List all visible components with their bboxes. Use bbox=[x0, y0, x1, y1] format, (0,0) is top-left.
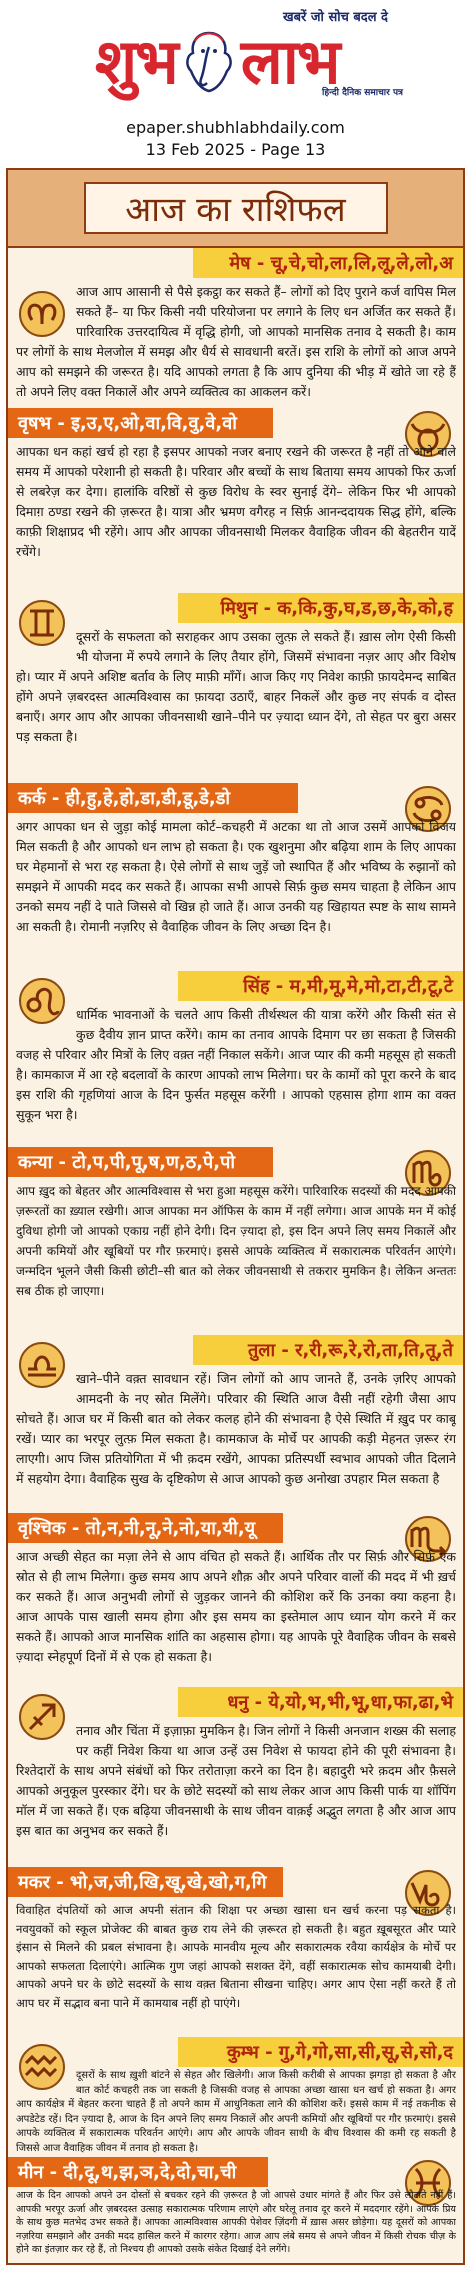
sign-section-aries bbox=[8, 248, 463, 408]
sign-heading: मेष - चू,चे,चो,ला,लि,लू,ले,लो,अ bbox=[193, 248, 463, 278]
sign-prediction: विवाहित दंपतियों को आज अपनी संतान की शिक्षा पर अच्छा खासा धन खर्च करना पड़ सकता है। नवयुवकों को स्कूल प्रोजेक्ट की बाबत कुछ राय लेने की ज़रूरत हो सकती है। बहुत ख़ूबसूरत और प्यारे इंसान से मिलने की प्रबल संभावना है। आपके मानवीय मूल्य और सकारात्मक रवैया कार्यक्षेत्र के मोर्चे पर आपको सफलता दिलाएंगे। आत्मिक गुण जहां आपको सशक्त देंगे, वहीं सकारात्मक सोच कामयाबी देगी। आपको अपने घर के छोटे सदस्यों के साथ वक़्त बिताना सीखना चाहिए। अगर आप ऐसा नहीं करते हैं तो आप घर में सद्भाव बना पाने में कामयाब नहीं हो पाएंगे। bbox=[16, 1903, 456, 2010]
sign-prediction: आप ख़ुद को बेहतर और आत्मविश्वास से भरा हुआ महसूस करेंगे। पारिवारिक सदस्यों की मदद आपकी ज़रूरतों का ख़्याल रखेगी। आज आपका मन ऑफिस के काम में नहीं लगेगा। आज आपके मन में कोई दुविधा होगी जो आपको एकाग्र नहीं होने देगी। दिन ज़्यादा हो, इस दिन अपने लिए समय निकालें और अपनी कमियों और खूबियों पर गौर फ़रमाएं। इससे आपके व्यक्तित्व में सकारात्मक परिवर्तन आएंगे। जन्मदिन भूलने जैसी किसी छोटी–सी बात को लेकर जीवनसाथी से तकरार मुमकिन है। लेकिन अन्ततः सब ठीक हो जाएगा। bbox=[16, 1184, 456, 1298]
masthead-tagline: खबरें जो सोच बदल दे bbox=[283, 10, 388, 25]
sign-heading: मकर - भो,ज,जी,खि,खू,खे,खो,ग,गि bbox=[8, 1867, 283, 1897]
article-title: आज का राशिफल bbox=[84, 182, 388, 234]
sign-heading: मीन - दी,दू,थ,झ,ञ,दे,दो,चा,ची bbox=[8, 2157, 268, 2187]
sign-section-cancer bbox=[8, 783, 463, 971]
sign-section-gemini bbox=[8, 593, 463, 783]
sign-heading: कुम्भ - गु,गे,गो,सा,सी,सू,से,सो,द bbox=[178, 2037, 463, 2067]
sign-section-taurus bbox=[8, 408, 463, 593]
sign-prediction: आज अच्छी सेहत का मज़ा लेने से आप वंचित हो सकते हैं। आर्थिक तौर पर सिर्फ़ और सिर्फ़ एक स्रोत से ही लाभ मिलेगा। कुछ समय आप अपने शौक़ और अपने परिवार वालों की मदद में भी ख़र्च कर सकते हैं। आज अनुभवी लोगों से जुड़कर जानने की कोशिश करें कि उनका क्या कहना है। आज आपके पास खाली समय होगा और इस समय का इस्तेमाल आप ध्यान योग करने में कर सकते हैं। आपको आज मानसिक शांति का अहसास होगा। यह आपके पूरे वैवाहिक जीवन के सबसे ज़्यादा स्नेहपूर्ण दिनों में से एक हो सकता है। bbox=[16, 1549, 456, 1664]
sign-heading: तुला - र,री,रू,रे,रो,ता,ति,तू,ते bbox=[193, 1335, 463, 1365]
masthead bbox=[0, 0, 471, 168]
sign-section-pisces bbox=[8, 2157, 463, 2263]
sign-prediction: दूसरों के साथ ख़ुशी बांटने से सेहत और खिलेगी। आज किसी करीबी से आपका झगड़ा हो सकता है और बात कोर्ट कचहरी तक जा सकती है जिसकी वजह से आपका अच्छा खासा धन खर्च हो सकता है। अगर आप कार्यक्षेत्र में बेहतर करना चाहते हैं तो अपने काम में आधुनिकता लाने की कोशिश करें। इससे काम में नई तकनीक से अपडेटेड रहें। दिन ज़्यादा है, आज के दिन अपने लिए समय निकालें और अपनी कमियों और खूबियों पर गौर फ़रमाएं। इससे आपके व्यक्तित्व में सकारात्मक परिवर्तन आएंगे। आप और आपके जीवन साथी के बीच विश्वास की कमी रह सकती है जिससे आज वैवाहिक जीवन में तनाव हो सकता है। bbox=[16, 2070, 456, 2154]
sign-heading: वृश्चिक - तो,न,नी,नू,ने,नो,या,यी,यू bbox=[8, 1513, 283, 1543]
sign-heading: धनु - ये,यो,भ,भी,भू,धा,फा,ढा,भे bbox=[178, 1687, 463, 1717]
sign-section-libra bbox=[8, 1335, 463, 1513]
sign-prediction: अगर आपका धन से जुड़ा कोई मामला कोर्ट–कचहरी में अटका था तो आज उसमें आपको विजय मिल सकती है और आपको धन लाभ हो सकता है। एक खुशनुमा और बढ़िया शाम के लिए आपका घर मेहमानों से भरा रह सकता है। ऐसे लोगों से साथ जुड़ें जो स्थापित हैं और भविष्य के रुझानों को समझने में आपकी मदद कर सकते हैं। आपका सभी आपसे सिर्फ़ कुछ समय चाहता है लेकिन आप उनको समय नहीं दे पाते जिससे वो खिन्न हो जाते हैं। आज उनकी यह खिहायत स्पष्ट के साथ सामने आ सकती है। रोमानी नज़रिए से वैवाहिक जीवन के लिए अच्छा दिन है। bbox=[16, 819, 456, 934]
logo-word-right: लाभ bbox=[240, 25, 339, 98]
logo-word-left: शुभ bbox=[95, 25, 177, 98]
ganesh-icon bbox=[183, 29, 235, 95]
sign-heading: मिथुन - क,कि,कु,घ,ड,छ,के,को,ह bbox=[178, 593, 463, 623]
sign-section-sagittarius bbox=[8, 1687, 463, 1867]
sign-heading: कर्क - ही,हु,हे,हो,डा,डी,डू,डे,डो bbox=[8, 783, 298, 813]
sign-prediction: दूसरों के सफलता को सराहकर आप उसका लुत्फ़ ले सकते हैं। ख़ास लोग ऐसी किसी भी योजना में रुपये लगाने के लिए तैयार होंगे, जिसमें संभावना नज़र आए और विशेष हो। प्यार में अपने अशिष्ट बर्ताव के लिए माफ़ी माँगें। आज किए गए निवेश काफ़ी फ़ायदेमन्द साबित होंगे अपने ज़बरदस्त आत्मविश्वास का फ़ायदा उठाएँ, बाहर निकलें और कुछ नए संपर्क व दोस्त बनाएँ। अगर आप और आपका जीवनसाथी खाने–पीने पर ज़्यादा ध्यान देंगे, तो सेहत पर बुरा असर पड़ सकता है। bbox=[16, 629, 456, 744]
masthead-subtitle: हिन्दी दैनिक समाचार पत्र bbox=[322, 88, 404, 98]
article-title-bar bbox=[8, 170, 463, 248]
sign-section-scorpio bbox=[8, 1513, 463, 1687]
sign-heading: कन्या - टो,प,पी,पू,ष,ण,ठ,पे,पो bbox=[8, 1147, 273, 1177]
sign-section-aquarius bbox=[8, 2037, 463, 2154]
page-date: 13 Feb 2025 - Page 13 bbox=[145, 140, 326, 159]
sign-prediction: धार्मिक भावनाओं के चलते आप किसी तीर्थस्थल की यात्रा करेंगे और किसी संत से कुछ दैवीय ज्ञान प्राप्त करेंगे। काम का तनाव आपके दिमाग पर छा सकता है जिसकी वजह से परिवार और मित्रों के लिए वक़्त नहीं निकाल सकेंगे। आज प्यार की कमी महसूस हो सकती है। कामकाज में आ रहे बदलावों के कारण आपको लाभ मिलेगा। घर के कामों को पूरा करने के बाद इस राशि की गृहणियां आज के दिन फुर्सत महसूस करेंगी । आपको एहसास होगा शाम का वक्त सुकून भरा है। bbox=[16, 1007, 456, 1122]
sign-prediction: आपका धन कहां खर्च हो रहा है इसपर आपको नजर बनाए रखने की जरूरत है नहीं तो आने वाले समय में आपको परेशानी हो सकती है। परिवार और बच्चों के साथ बिताया समय आपको फिर ऊर्जा से लबरेज़ कर देगा। हालांकि वरिष्ठों से कुछ विरोध के स्वर सुनाई देंगे– लेकिन फिर भी आपको दिमाग़ ठण्डा रखने की ज़रूरत है। यात्रा और भ्रमण वगैरह न सिर्फ़ आनन्ददायक सिद्ध होंगे, बल्कि काफ़ी शिक्षाप्रद भी रहेंगे। आप और आपका जीवनसाथी मिलकर वैवाहिक जीवन की बेहतरीन यादें रचेंगे। bbox=[16, 444, 456, 559]
sign-section-capricorn bbox=[8, 1867, 463, 2037]
sign-section-virgo bbox=[8, 1147, 463, 1335]
sign-heading: सिंह - म,मी,मू,मे,मो,टा,टी,टू,टे bbox=[178, 971, 463, 1001]
sign-heading: वृषभ - इ,उ,ए,ओ,वा,वि,वु,वे,वो bbox=[8, 408, 273, 438]
epaper-url[interactable]: epaper.shubhlabhdaily.com bbox=[126, 118, 345, 137]
sign-prediction: आज आप आसानी से पैसे इकट्ठा कर सकते हैं– लोगों को दिए पुराने कर्ज वापिस मिल सकते हैं– या फिर किसी नयी परियोजना पर लगाने के लिए धन अर्जित कर सकते हैं। पारिवारिक उत्तरदायित्व में वृद्धि होगी, जो आपको मानसिक तनाव दे सकती है। काम पर लोगों के साथ मेलजोल में समझ और धैर्य से सावधानी बरतें। इस राशि के लोगों को आज अपने आप को समझने की जरूरत है। यदि आपको लगता है कि आप दुनिया की भीड़ में खोते जा रहे हैं तो अपने लिए वक्त निकालें और अपने व्यक्तित्व का आकलन करें। bbox=[16, 284, 456, 399]
sign-prediction: खाने–पीने वक़्त सावधान रहें। जिन लोगों को आप जानते हैं, उनके ज़रिए आपको आमदनी के नए स्रोत मिलेंगे। परिवार की स्थिति आज वैसी नहीं रहेगी जैसा आप सोचते हैं। आज घर में किसी बात को लेकर कलह होने की संभावना है ऐसे स्थिति में ख़ुद पर काबू रखें। प्यार का भरपूर लुत्फ़ मिल सकता है। कामकाज के मोर्चे पर आपकी कड़ी मेहनत ज़रूर रंग लाएगी। आप जिस प्रतियोगिता में भी क़दम रखेंगे, आपका प्रतिस्पर्धी स्वभाव आपको जीत दिलाने में सहयोग देगा। वैवाहिक सुख के दृष्टिकोण से आज आपको कुछ अनोखा उपहार मिल सकता है bbox=[16, 1371, 456, 1486]
sign-prediction: आज के दिन आपको अपने उन दोस्तों से बचकर रहने की ज़रूरत है जो आपसे उधार मांगते हैं और फिर उसे लौटाते नहीं हैं। आपकी भरपूर ऊर्जा और ज़बरदस्त उत्साह सकारात्मक परिणाम लाएंगे और घरेलू तनाव दूर करने में मददगार रहेंगे। आपके प्रिय के साथ कुछ मतभेद उभर सकते हैं। आपका आत्मविश्वास आपकी पेशेवर ज़िंदगी में ख़ास असर छोड़ेगा। यह दूसरों को आपका नज़रिया समझाने और उनकी मदद हासिल करने में कारगर रहेगा। आज आप लंबे समय से अपने जीवन में किसी रोचक चीज़ के होने का इंतज़ार कर रहे हैं, तो निश्चय ही आपको उसके संकेत दिखाई देने लगेंगे। bbox=[16, 2190, 456, 2255]
horoscope-article bbox=[6, 168, 465, 2265]
sign-prediction: तनाव और चिंता में इज़ाफ़ा मुमकिन है। जिन लोगों ने किसी अनजान शख्स की सलाह पर कहीं निवेश किया था आज उन्हें उस निवेश से फायदा होने की पूरी संभावना है। रिश्तेदारों के साथ अपने संबंधों को फिर तरोताज़ा करने का दिन है। बहादुरी भरे क़दम और फ़ैसले आपको अनुकूल पुरस्कार देंगे। घर के छोटे सदस्यों को साथ लेकर आज आप किसी पार्क या शॉपिंग मॉल में जा सकते हैं। एक बढ़िया जीवनसाथी के साथ जीवन वाक़ई अद्भुत लगता है और आज आप इस बात का अनुभव कर सकते हैं। bbox=[16, 1723, 456, 1838]
sign-section-leo bbox=[8, 971, 463, 1147]
newspaper-logo[interactable] bbox=[95, 22, 338, 102]
